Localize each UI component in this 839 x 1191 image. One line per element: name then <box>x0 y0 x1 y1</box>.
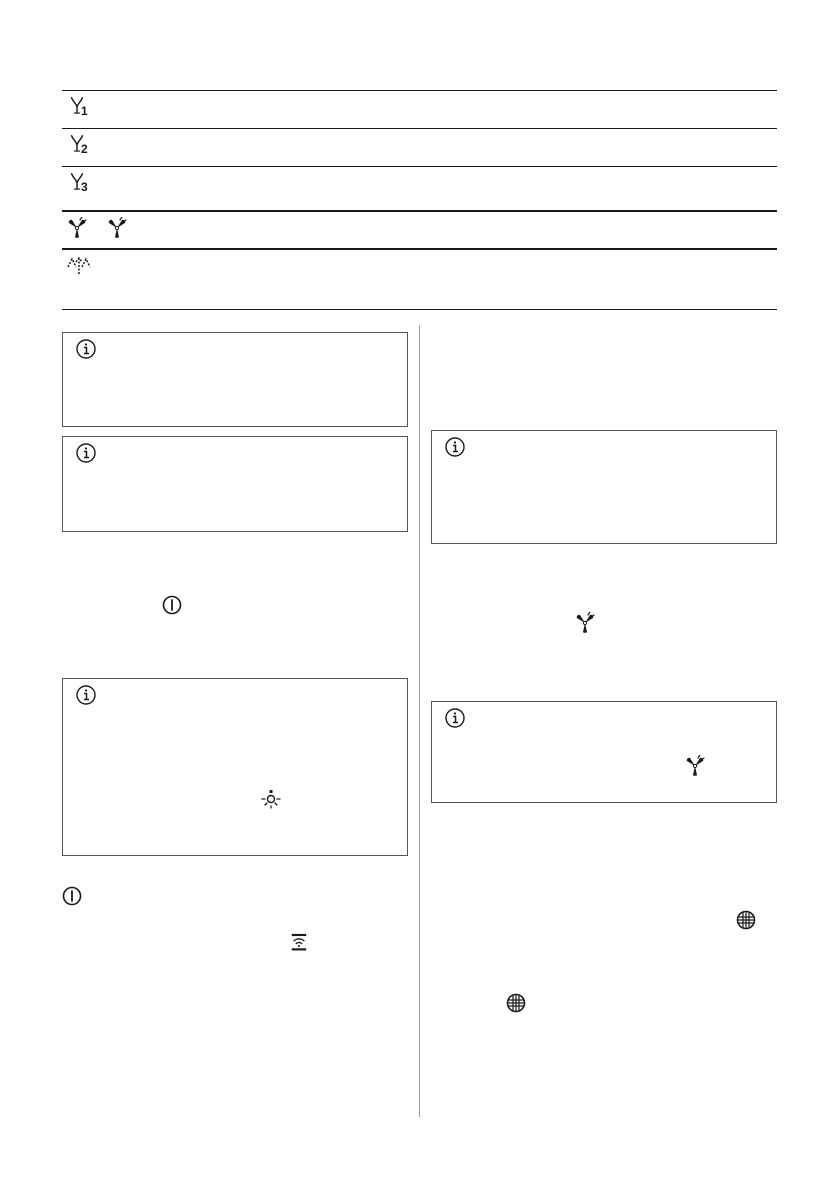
info-icon <box>76 443 96 463</box>
light-icon <box>261 789 281 809</box>
table-row <box>68 172 98 196</box>
grease-filter-icon <box>506 993 526 1013</box>
fan-boost-icon <box>574 612 596 634</box>
table-divider <box>62 90 777 91</box>
info-icon <box>445 437 465 457</box>
table-row <box>66 254 96 278</box>
info-box <box>431 430 777 544</box>
fan-boost-icon <box>66 217 88 239</box>
info-icon <box>76 339 96 359</box>
table-row <box>68 96 98 120</box>
breeze-icon <box>66 254 92 276</box>
info-box <box>431 701 777 803</box>
power-icon <box>62 886 82 906</box>
fan-boost-icon <box>106 217 128 239</box>
column-divider <box>419 325 420 1117</box>
fan-speed-subscript: 1 <box>81 104 88 118</box>
table-divider <box>62 210 777 212</box>
info-box <box>62 436 408 532</box>
fan-speed-subscript: 3 <box>81 180 88 194</box>
table-divider <box>62 166 777 167</box>
fan-boost-icon <box>684 755 706 777</box>
grease-filter-icon <box>736 910 756 930</box>
info-box <box>62 678 408 856</box>
table-divider <box>62 248 777 250</box>
table-divider <box>62 309 777 310</box>
info-box <box>62 332 408 427</box>
table-divider <box>62 128 777 129</box>
info-icon <box>76 685 96 705</box>
power-icon <box>162 595 182 615</box>
info-icon <box>445 708 465 728</box>
fan-speed-subscript: 2 <box>81 142 88 156</box>
table-row <box>66 217 136 241</box>
table-row <box>68 134 98 158</box>
wifi-hob-link-icon <box>290 933 308 951</box>
